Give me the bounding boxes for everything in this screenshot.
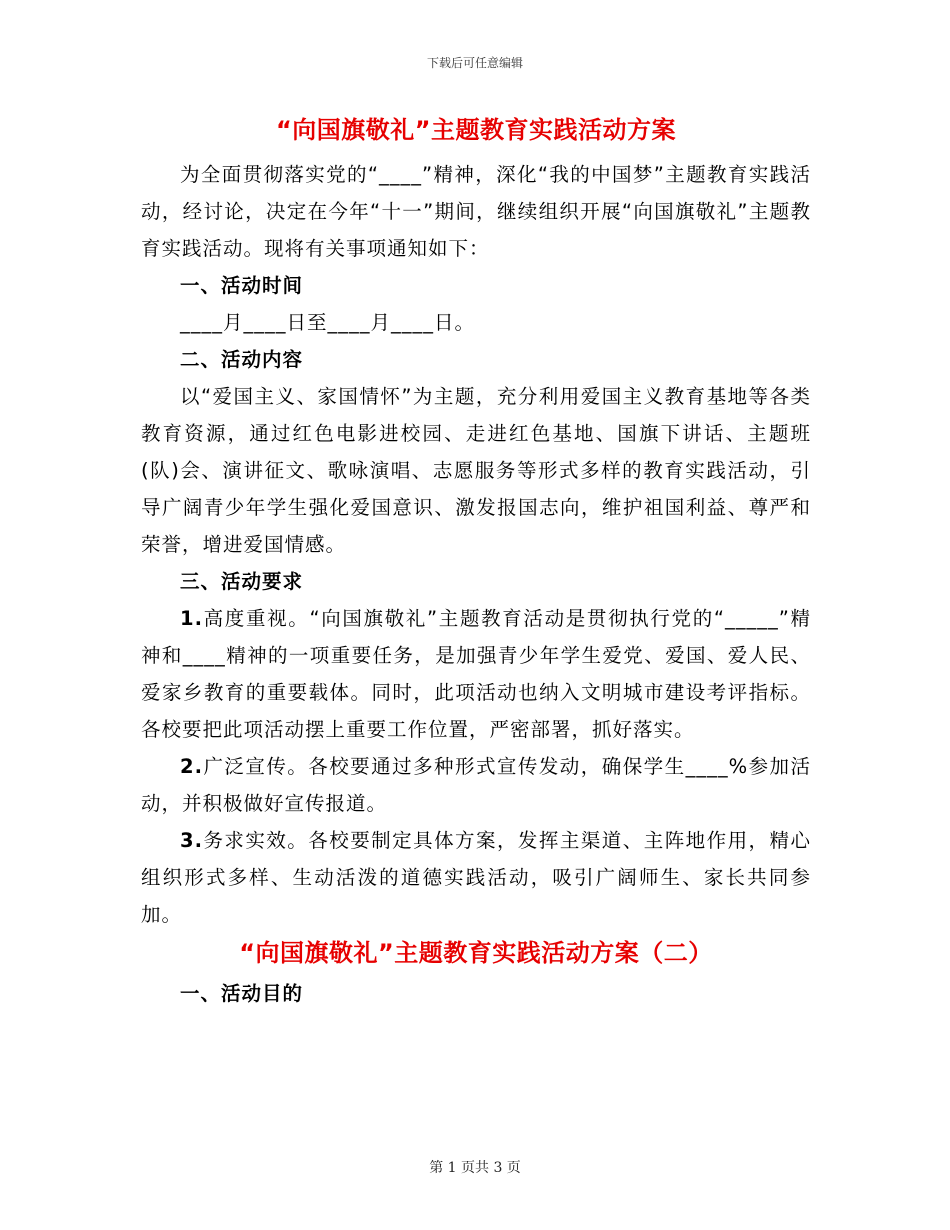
section-text-content: 以“爱国主义、家国情怀”为主题，充分利用爱国主义教育基地等各类教育资源，通过红色电影进校园、走进红色基地、国旗下讲话、主题班(队)会、演讲征文、歌咏演唱、志愿服务等形式多样的教育实践活动，引导广阔青少年学生强化爱国意识、激发报国志向，维护祖国利益、尊严和荣誉，增进爱国情感。	[141, 385, 811, 556]
document-body	[141, 112, 811, 1012]
document-title-second: “向国旗敬礼”主题教育实践活动方案（二）	[239, 939, 713, 967]
section-heading-time: 一、活动时间	[180, 274, 304, 297]
requirement-number: 1.	[180, 607, 203, 630]
requirement-number: 3.	[180, 829, 203, 852]
section-heading-purpose: 一、活动目的	[180, 982, 304, 1005]
intro-paragraph: 为全面贯彻落实党的“____”精神，深化“我的中国梦”主题教育实践活动，经讨论，决定在今年“十一”期间，继续组织开展“向国旗敬礼”主题教育实践活动。现将有关事项通知如下：	[141, 163, 811, 260]
page-number: 第 1 页共 3 页	[429, 1160, 521, 1176]
document-title: “向国旗敬礼”主题教育实践活动方案	[275, 116, 677, 144]
header-note: 下载后可任意编辑	[426, 56, 523, 70]
requirement-item	[141, 822, 811, 933]
section-text-time: ____月____日至____月____日。	[180, 311, 476, 334]
requirement-item	[141, 600, 811, 748]
section-heading-content: 二、活动内容	[180, 348, 304, 371]
requirement-text: 务求实效。各校要制定具体方案，发挥主渠道、主阵地作用，精心组织形式多样、生动活泼的道德实践活动，吸引广阔师生、家长共同参加。	[141, 829, 811, 926]
section-heading-requirements: 三、活动要求	[180, 570, 304, 593]
requirement-text: 高度重视。“向国旗敬礼”主题教育活动是贯彻执行党的“_____”精神和____精神的一项重要任务，是加强青少年学生爱党、爱国、爱人民、爱家乡教育的重要载体。同时，此项活动也纳入文明城市建设考评指标。各校要把此项活动摆上重要工作位置，严密部署，抓好落实。	[141, 607, 811, 741]
requirement-text: 广泛宣传。各校要通过多种形式宣传发动，确保学生____%参加活动，并积极做好宣传报道。	[141, 755, 811, 815]
requirement-item	[141, 748, 811, 822]
requirement-number: 2.	[180, 755, 203, 778]
